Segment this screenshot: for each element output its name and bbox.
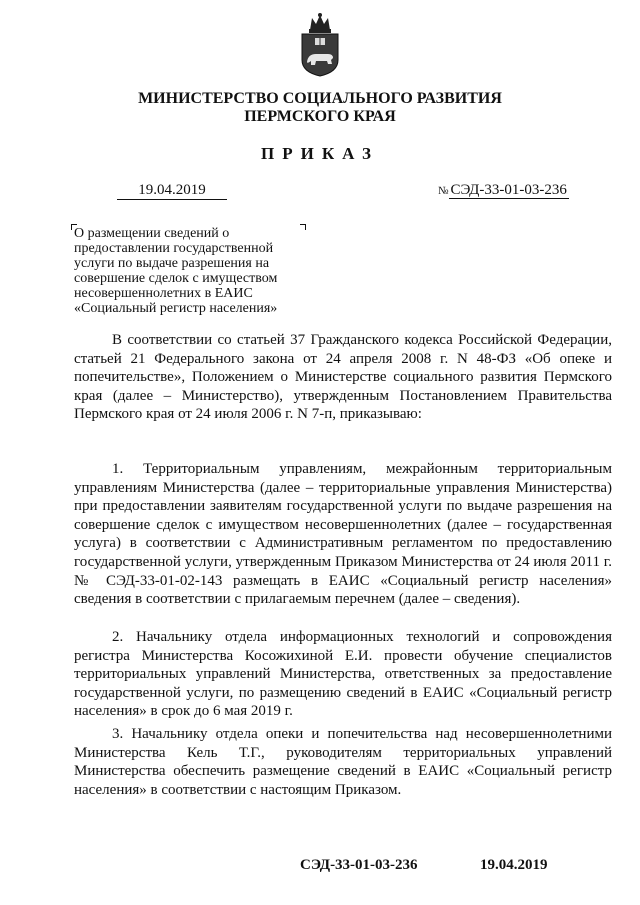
item-3-paragraph: 3. Начальнику отдела опеки и попечительства над несовершеннолетними Министерства Кель Т.Г., руководителям территориальных управлений Министерства обеспечить размещение сведений в ЕАИС «Социальный регистр населения» в соответствии с настоящим Приказом. (74, 726, 612, 798)
order-subject: О размещении сведений о предоставлении государственной услуги по выдаче разрешения на совершение сделок с имуществом несовершеннолетних в ЕАИС «Социальный регистр населения» (74, 226, 278, 316)
number-sign: № (438, 185, 449, 197)
order-number: СЭД-33-01-03-236 (450, 182, 567, 198)
order-date: 19.04.2019 (117, 181, 227, 200)
order-title: ПРИКАЗ (261, 144, 379, 163)
ministry-name-line2: ПЕРМСКОГО КРАЯ (244, 108, 396, 125)
preamble-paragraph: В соответствии со статьей 37 Гражданского кодекса Российской Федерации, статьей 21 Федерального закона от 24 апреля 2008 г. N 48-ФЗ «Об опеке и попечительстве», Положением о Министерстве социального развития Пермского края (далее – Министерство), утвержденным Постановлением Правительства Пермского края от 24 июля 2006 г. N 7-п, приказываю: (74, 332, 612, 423)
footer-date: 19.04.2019 (480, 857, 548, 873)
ministry-name-line1: МИНИСТЕРСТВО СОЦИАЛЬНОГО РАЗВИТИЯ (138, 90, 502, 107)
item-2-paragraph: 2. Начальнику отдела информационных технологий и сопровождения регистра Министерства Косожихиной Е.И. провести обучение специалистов территориальных управлений Министерства, ответственных за предоставление государственной услуги, по размещению сведений в ЕАИС «Социальный регистр населения» в срок до 6 мая 2019 г. (74, 629, 612, 720)
order-number-block (438, 181, 569, 200)
perm-krai-coat-of-arms-icon (298, 12, 342, 78)
footer-number: СЭД-33-01-03-236 (300, 857, 418, 873)
item-1-paragraph: 1. Территориальным управлениям, межрайонным территориальным управлениям Министерства (далее – территориальные управления Министерства) при предоставлении заявителям государственной услуги по выдаче разрешения на совершение сделок с имуществом несовершеннолетних (далее – государственная услуга) в соответствии с Административным регламентом по предоставлению государственной услуги, утвержденным Приказом Министерства от 24 июля 2011 г. № СЭД-33-01-02-143 размещать в ЕАИС «Социальный регистр населения» сведения в соответствии с прилагаемым перечнем (далее – сведения). (74, 461, 612, 608)
